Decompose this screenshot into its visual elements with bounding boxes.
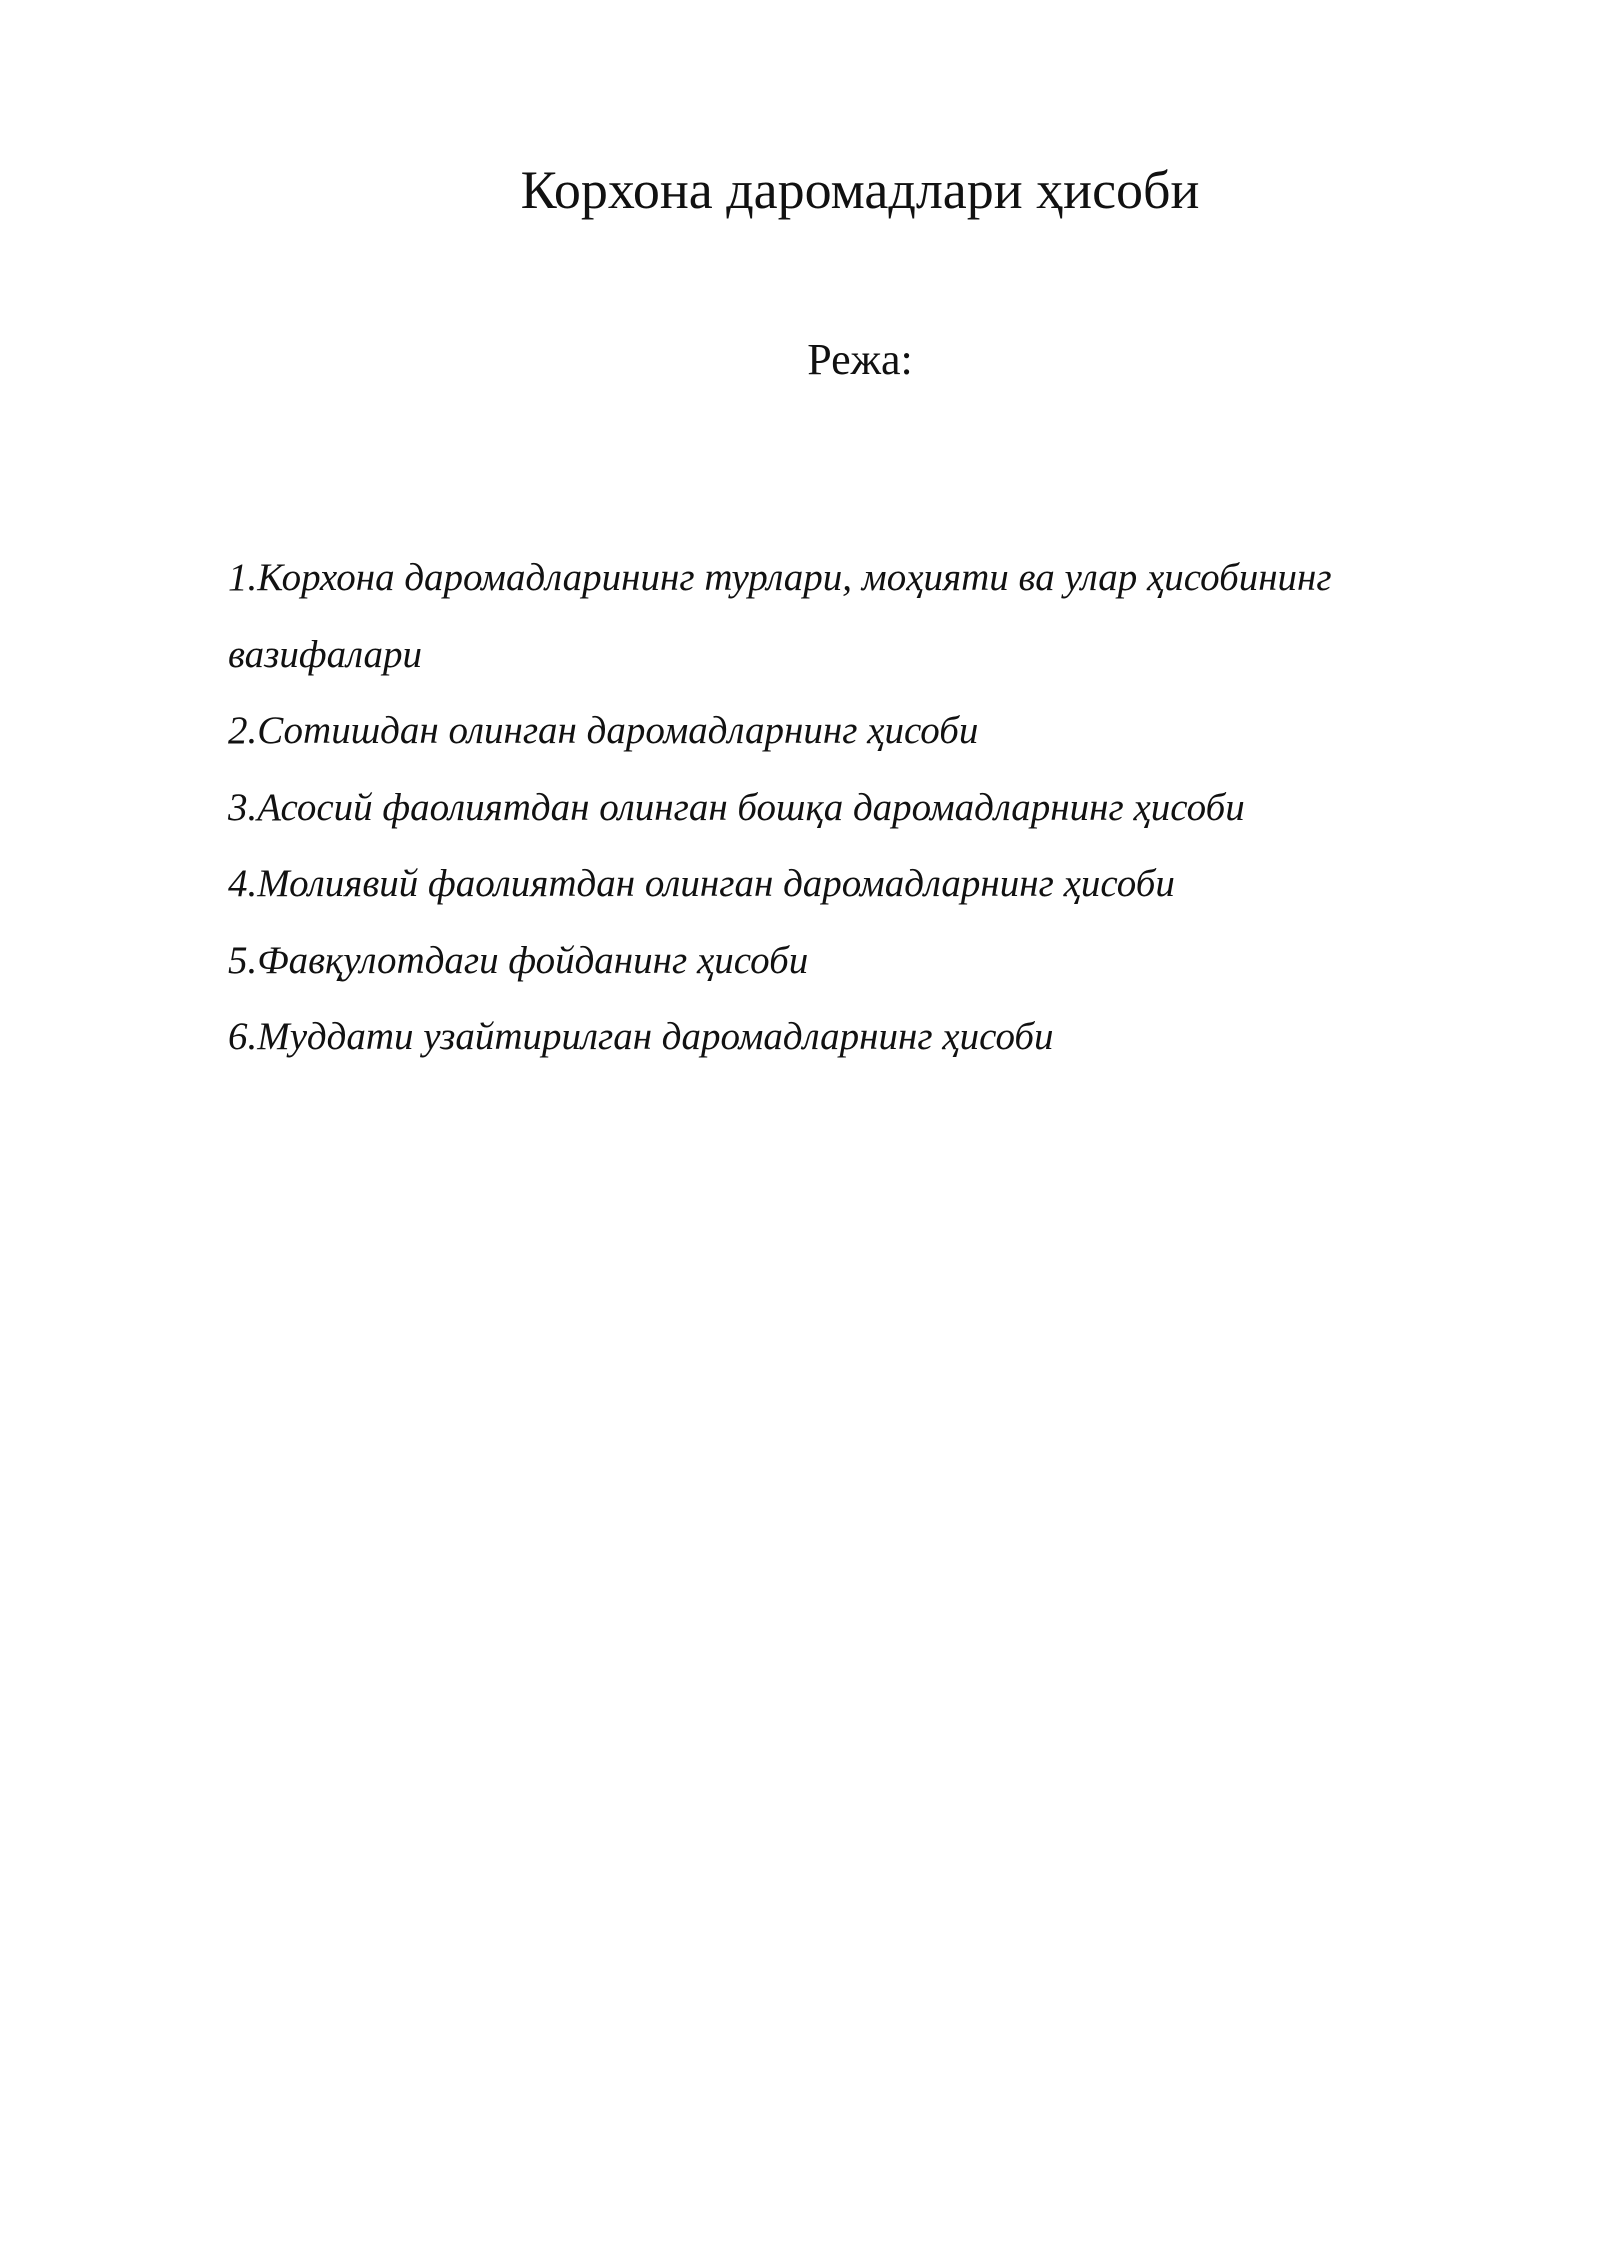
plan-item: 2.Сотишдан олинган даромадларнинг ҳисоби bbox=[228, 709, 979, 752]
plan-item: 4.Молиявий фаолиятдан олинган даромадларнинг ҳисоби bbox=[228, 862, 1175, 905]
plan-list bbox=[228, 540, 1488, 1076]
plan-item: 1.Корхона даромадларининг турлари, моҳияти ва улар ҳисобининг вазифалари bbox=[228, 556, 1332, 676]
plan-item: 6.Муддати узайтирилган даромадларнинг ҳисоби bbox=[228, 1015, 1054, 1058]
plan-heading: Режа: bbox=[807, 335, 913, 384]
document-title: Корхона даромадлари ҳисоби bbox=[520, 160, 1200, 220]
plan-item: 5.Фавқулотдаги фойданинг ҳисоби bbox=[228, 938, 809, 982]
plan-item: 3.Асосий фаолиятдан олинган бошқа даромадларнинг ҳисоби bbox=[228, 785, 1245, 829]
